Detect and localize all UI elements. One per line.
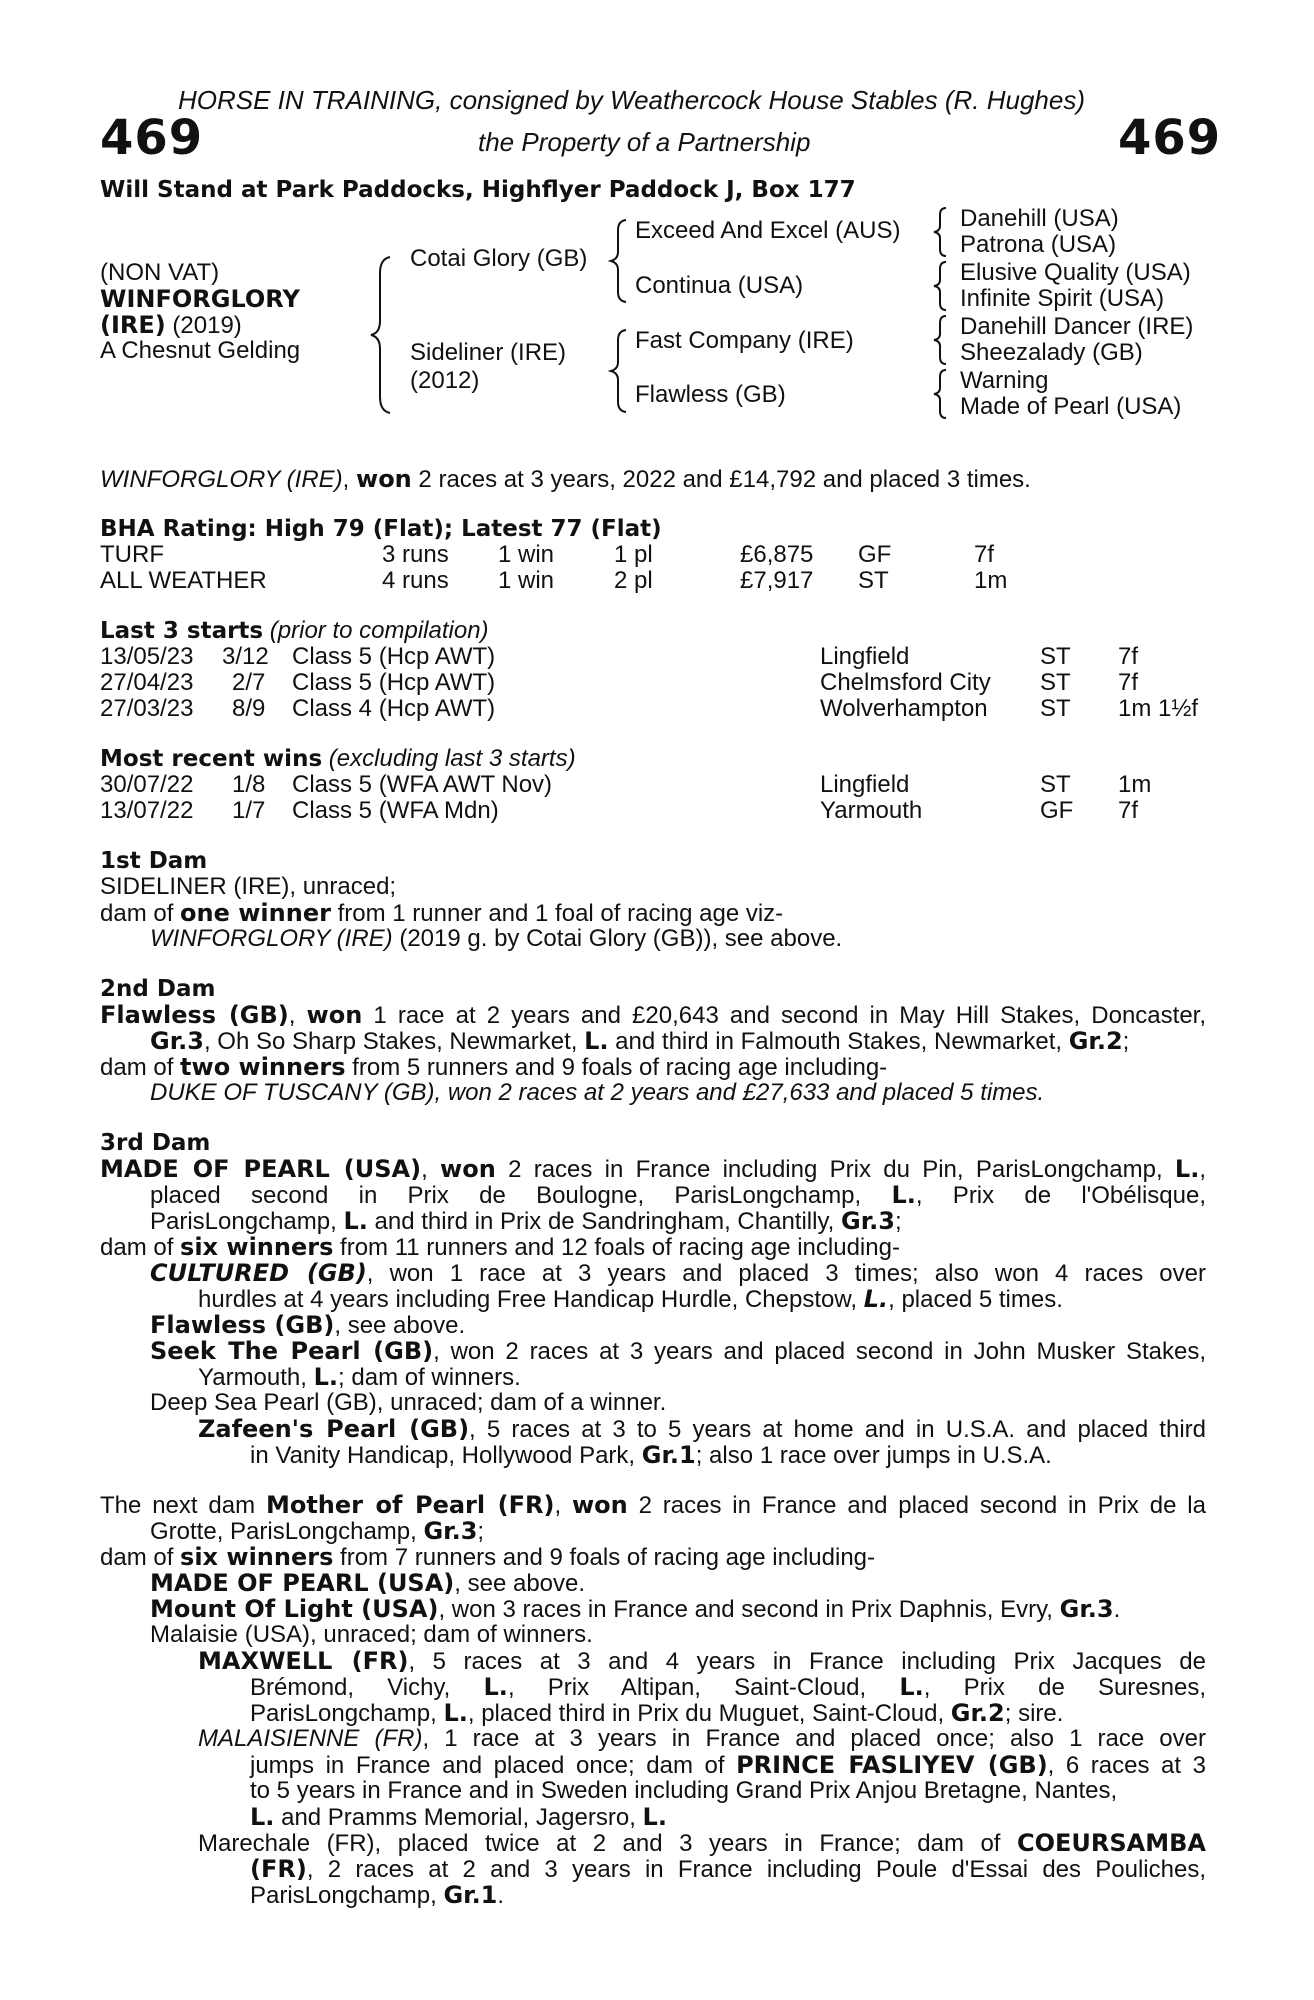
start-position: 3/12 — [222, 643, 269, 670]
third-dam-line: placed second in Prix de Boulogne, ParisLongchamp, L., Prix de l'Obélisque, — [150, 1181, 1206, 1209]
next-dam-line: Malaisie (USA), unraced; dam of winners. — [150, 1621, 593, 1648]
bha-surface: TURF — [100, 541, 164, 568]
dam-dam: Flawless (GB) — [635, 381, 786, 408]
pedigree-brace-3b — [930, 260, 952, 312]
dam-year: (2012) — [410, 367, 480, 394]
win-position: 1/8 — [232, 771, 266, 798]
start-date: 13/05/23 — [100, 643, 194, 670]
bha-going: ST — [858, 567, 889, 594]
sire-dam: Continua (USA) — [635, 272, 804, 299]
next-dam-line: to 5 years in France and in Sweden including Grand Prix Anjou Bretagne, Nantes, — [250, 1777, 1118, 1804]
next-dam-line: (FR), 2 races at 2 and 3 years in France including Poule d'Essai des Pouliches, — [250, 1855, 1206, 1883]
start-race: Class 5 (Hcp AWT) — [292, 669, 496, 696]
bha-prize: £6,875 — [740, 541, 814, 568]
horse-name: WINFORGLORY — [100, 285, 300, 313]
pedigree-brace-3a — [930, 206, 952, 258]
pedigree-brace-1 — [368, 255, 398, 415]
win-date: 30/07/22 — [100, 771, 194, 798]
start-distance: 1m 1½f — [1118, 695, 1199, 722]
second-dam-line: Flawless (GB), won 1 race at 2 years and £20,643 and second in May Hill Stakes, Doncaster, — [100, 1001, 1206, 1029]
third-dam-line: ParisLongchamp, L. and third in Prix de Sandringham, Chantilly, Gr.3; — [150, 1207, 902, 1235]
pedigree-brace-3c — [930, 314, 952, 366]
pedigree-brace-2a — [608, 218, 632, 304]
first-dam-line: SIDELINER (IRE), unraced; — [100, 873, 397, 900]
third-dam-line: Zafeen's Pearl (GB), 5 races at 3 to 5 years at home and in U.S.A. and placed third — [198, 1415, 1206, 1443]
start-distance: 7f — [1118, 669, 1139, 696]
win-distance: 1m — [1118, 771, 1152, 798]
start-going: ST — [1040, 695, 1071, 722]
bha-rating-title: BHA Rating: High 79 (Flat); Latest 77 (Flat) — [100, 516, 662, 542]
next-dam-line: The next dam Mother of Pearl (FR), won 2 races in France and placed second in Prix de la — [100, 1491, 1206, 1519]
next-dam-line: Brémond, Vichy, L., Prix Altipan, Saint-Cloud, L., Prix de Suresnes, — [250, 1673, 1207, 1701]
stand-location: Will Stand at Park Paddocks, Highflyer Paddock J, Box 177 — [100, 177, 856, 203]
gg-4: Infinite Spirit (USA) — [960, 285, 1165, 312]
bha-placed: 1 pl — [614, 541, 653, 568]
bha-wins: 1 win — [498, 567, 555, 594]
start-race: Class 5 (Hcp AWT) — [292, 643, 496, 670]
win-race: Class 5 (WFA Mdn) — [292, 797, 499, 824]
start-course: Lingfield — [820, 643, 910, 670]
gg-8: Made of Pearl (USA) — [960, 393, 1182, 420]
next-dam-line: Mount Of Light (USA), won 3 races in France and second in Prix Daphnis, Evry, Gr.3. — [150, 1595, 1121, 1623]
dam: Sideliner (IRE) — [410, 339, 567, 366]
bha-going: GF — [858, 541, 892, 568]
next-dam-line: ParisLongchamp, L., placed third in Prix du Muguet, Saint-Cloud, Gr.2; sire. — [250, 1699, 1064, 1727]
third-dam-line: Deep Sea Pearl (GB), unraced; dam of a winner. — [150, 1389, 667, 1416]
first-dam-line: dam of one winner from 1 runner and 1 foal of racing age viz- — [100, 899, 784, 927]
gg-2: Patrona (USA) — [960, 231, 1117, 258]
third-dam-title: 3rd Dam — [100, 1130, 211, 1156]
bha-prize: £7,917 — [740, 567, 814, 594]
property-line: the Property of a Partnership — [478, 127, 811, 157]
start-date: 27/04/23 — [100, 669, 194, 696]
start-position: 8/9 — [232, 695, 266, 722]
next-dam-line: MAXWELL (FR), 5 races at 3 and 4 years in France including Prix Jacques de — [198, 1647, 1206, 1675]
bha-distance: 7f — [974, 541, 995, 568]
next-dam-line: ParisLongchamp, Gr.1. — [250, 1881, 505, 1909]
pedigree-brace-3d — [930, 368, 952, 420]
win-date: 13/07/22 — [100, 797, 194, 824]
start-going: ST — [1040, 669, 1071, 696]
bha-distance: 1m — [974, 567, 1008, 594]
third-dam-line: Yarmouth, L.; dam of winners. — [198, 1363, 521, 1391]
next-dam-line: jumps in France and placed once; dam of PRINCE FASLIYEV (GB), 6 races at 3 — [250, 1751, 1206, 1779]
third-dam-line: dam of six winners from 11 runners and 12 foals of racing age including- — [100, 1233, 900, 1261]
pedigree-brace-2b — [608, 328, 632, 414]
next-dam-line: Marechale (FR), placed twice at 2 and 3 years in France; dam of COEURSAMBA — [198, 1829, 1206, 1857]
second-dam-line: DUKE OF TUSCANY (GB), won 2 races at 2 years and £27,633 and placed 5 times. — [150, 1079, 1045, 1106]
horse-country-year: (IRE) (2019) — [100, 311, 242, 339]
next-dam-line: MALAISIENNE (FR), 1 race at 3 years in France and placed once; also 1 race over — [198, 1725, 1206, 1752]
win-going: ST — [1040, 771, 1071, 798]
start-position: 2/7 — [232, 669, 266, 696]
third-dam-line: Flawless (GB), see above. — [150, 1311, 466, 1339]
win-going: GF — [1040, 797, 1074, 824]
first-dam-line: WINFORGLORY (IRE) (2019 g. by Cotai Glory (GB)), see above. — [150, 925, 843, 952]
bha-placed: 2 pl — [614, 567, 653, 594]
sire: Cotai Glory (GB) — [410, 245, 588, 272]
vat-status: (NON VAT) — [100, 259, 220, 286]
sire-sire: Exceed And Excel (AUS) — [635, 217, 901, 244]
second-dam-line: Gr.3, Oh So Sharp Stakes, Newmarket, L. and third in Falmouth Stakes, Newmarket, Gr.2; — [150, 1027, 1130, 1055]
win-race: Class 5 (WFA AWT Nov) — [292, 771, 553, 798]
start-course: Wolverhampton — [820, 695, 988, 722]
recent-wins-title: Most recent wins (excluding last 3 starts) — [100, 745, 576, 772]
horse-description: A Chesnut Gelding — [100, 337, 301, 364]
second-dam-title: 2nd Dam — [100, 976, 216, 1002]
last-starts-title: Last 3 starts (prior to compilation) — [100, 617, 489, 644]
second-dam-line: dam of two winners from 5 runners and 9 foals of racing age including- — [100, 1053, 888, 1081]
next-dam-line: L. and Pramms Memorial, Jagersro, L. — [250, 1803, 667, 1831]
lot-number-left: 469 — [100, 110, 204, 166]
win-position: 1/7 — [232, 797, 266, 824]
dam-sire: Fast Company (IRE) — [635, 327, 854, 354]
gg-1: Danehill (USA) — [960, 205, 1119, 232]
gg-6: Sheezalady (GB) — [960, 339, 1143, 366]
consignment-line: HORSE IN TRAINING, consigned by Weathercock House Stables (R. Hughes) — [178, 85, 1085, 115]
third-dam-line: MADE OF PEARL (USA), won 2 races in France including Prix du Pin, ParisLongchamp, L., — [100, 1155, 1206, 1183]
first-dam-title: 1st Dam — [100, 848, 208, 874]
race-summary: WINFORGLORY (IRE), won 2 races at 3 years, 2022 and £14,792 and placed 3 times. — [100, 465, 1031, 493]
third-dam-line: hurdles at 4 years including Free Handicap Hurdle, Chepstow, L., placed 5 times. — [198, 1285, 1063, 1313]
start-distance: 7f — [1118, 643, 1139, 670]
bha-wins: 1 win — [498, 541, 555, 568]
next-dam-line: dam of six winners from 7 runners and 9 foals of racing age including- — [100, 1543, 876, 1571]
next-dam-line: Grotte, ParisLongchamp, Gr.3; — [150, 1517, 485, 1545]
third-dam-line: Seek The Pearl (GB), won 2 races at 3 years and placed second in John Musker Stakes, — [150, 1337, 1207, 1365]
start-date: 27/03/23 — [100, 695, 194, 722]
start-race: Class 4 (Hcp AWT) — [292, 695, 496, 722]
win-distance: 7f — [1118, 797, 1139, 824]
win-course: Lingfield — [820, 771, 910, 798]
third-dam-line: CULTURED (GB), won 1 race at 3 years and placed 3 times; also won 4 races over — [150, 1259, 1206, 1287]
next-dam-line: MADE OF PEARL (USA), see above. — [150, 1569, 586, 1597]
gg-7: Warning — [960, 367, 1049, 394]
bha-surface: ALL WEATHER — [100, 567, 267, 594]
gg-5: Danehill Dancer (IRE) — [960, 313, 1194, 340]
bha-runs: 4 runs — [382, 567, 449, 594]
bha-runs: 3 runs — [382, 541, 449, 568]
lot-number-right: 469 — [1118, 110, 1222, 166]
third-dam-line: in Vanity Handicap, Hollywood Park, Gr.1; also 1 race over jumps in U.S.A. — [250, 1441, 1052, 1469]
start-going: ST — [1040, 643, 1071, 670]
win-course: Yarmouth — [820, 797, 923, 824]
start-course: Chelmsford City — [820, 669, 991, 696]
gg-3: Elusive Quality (USA) — [960, 259, 1191, 286]
